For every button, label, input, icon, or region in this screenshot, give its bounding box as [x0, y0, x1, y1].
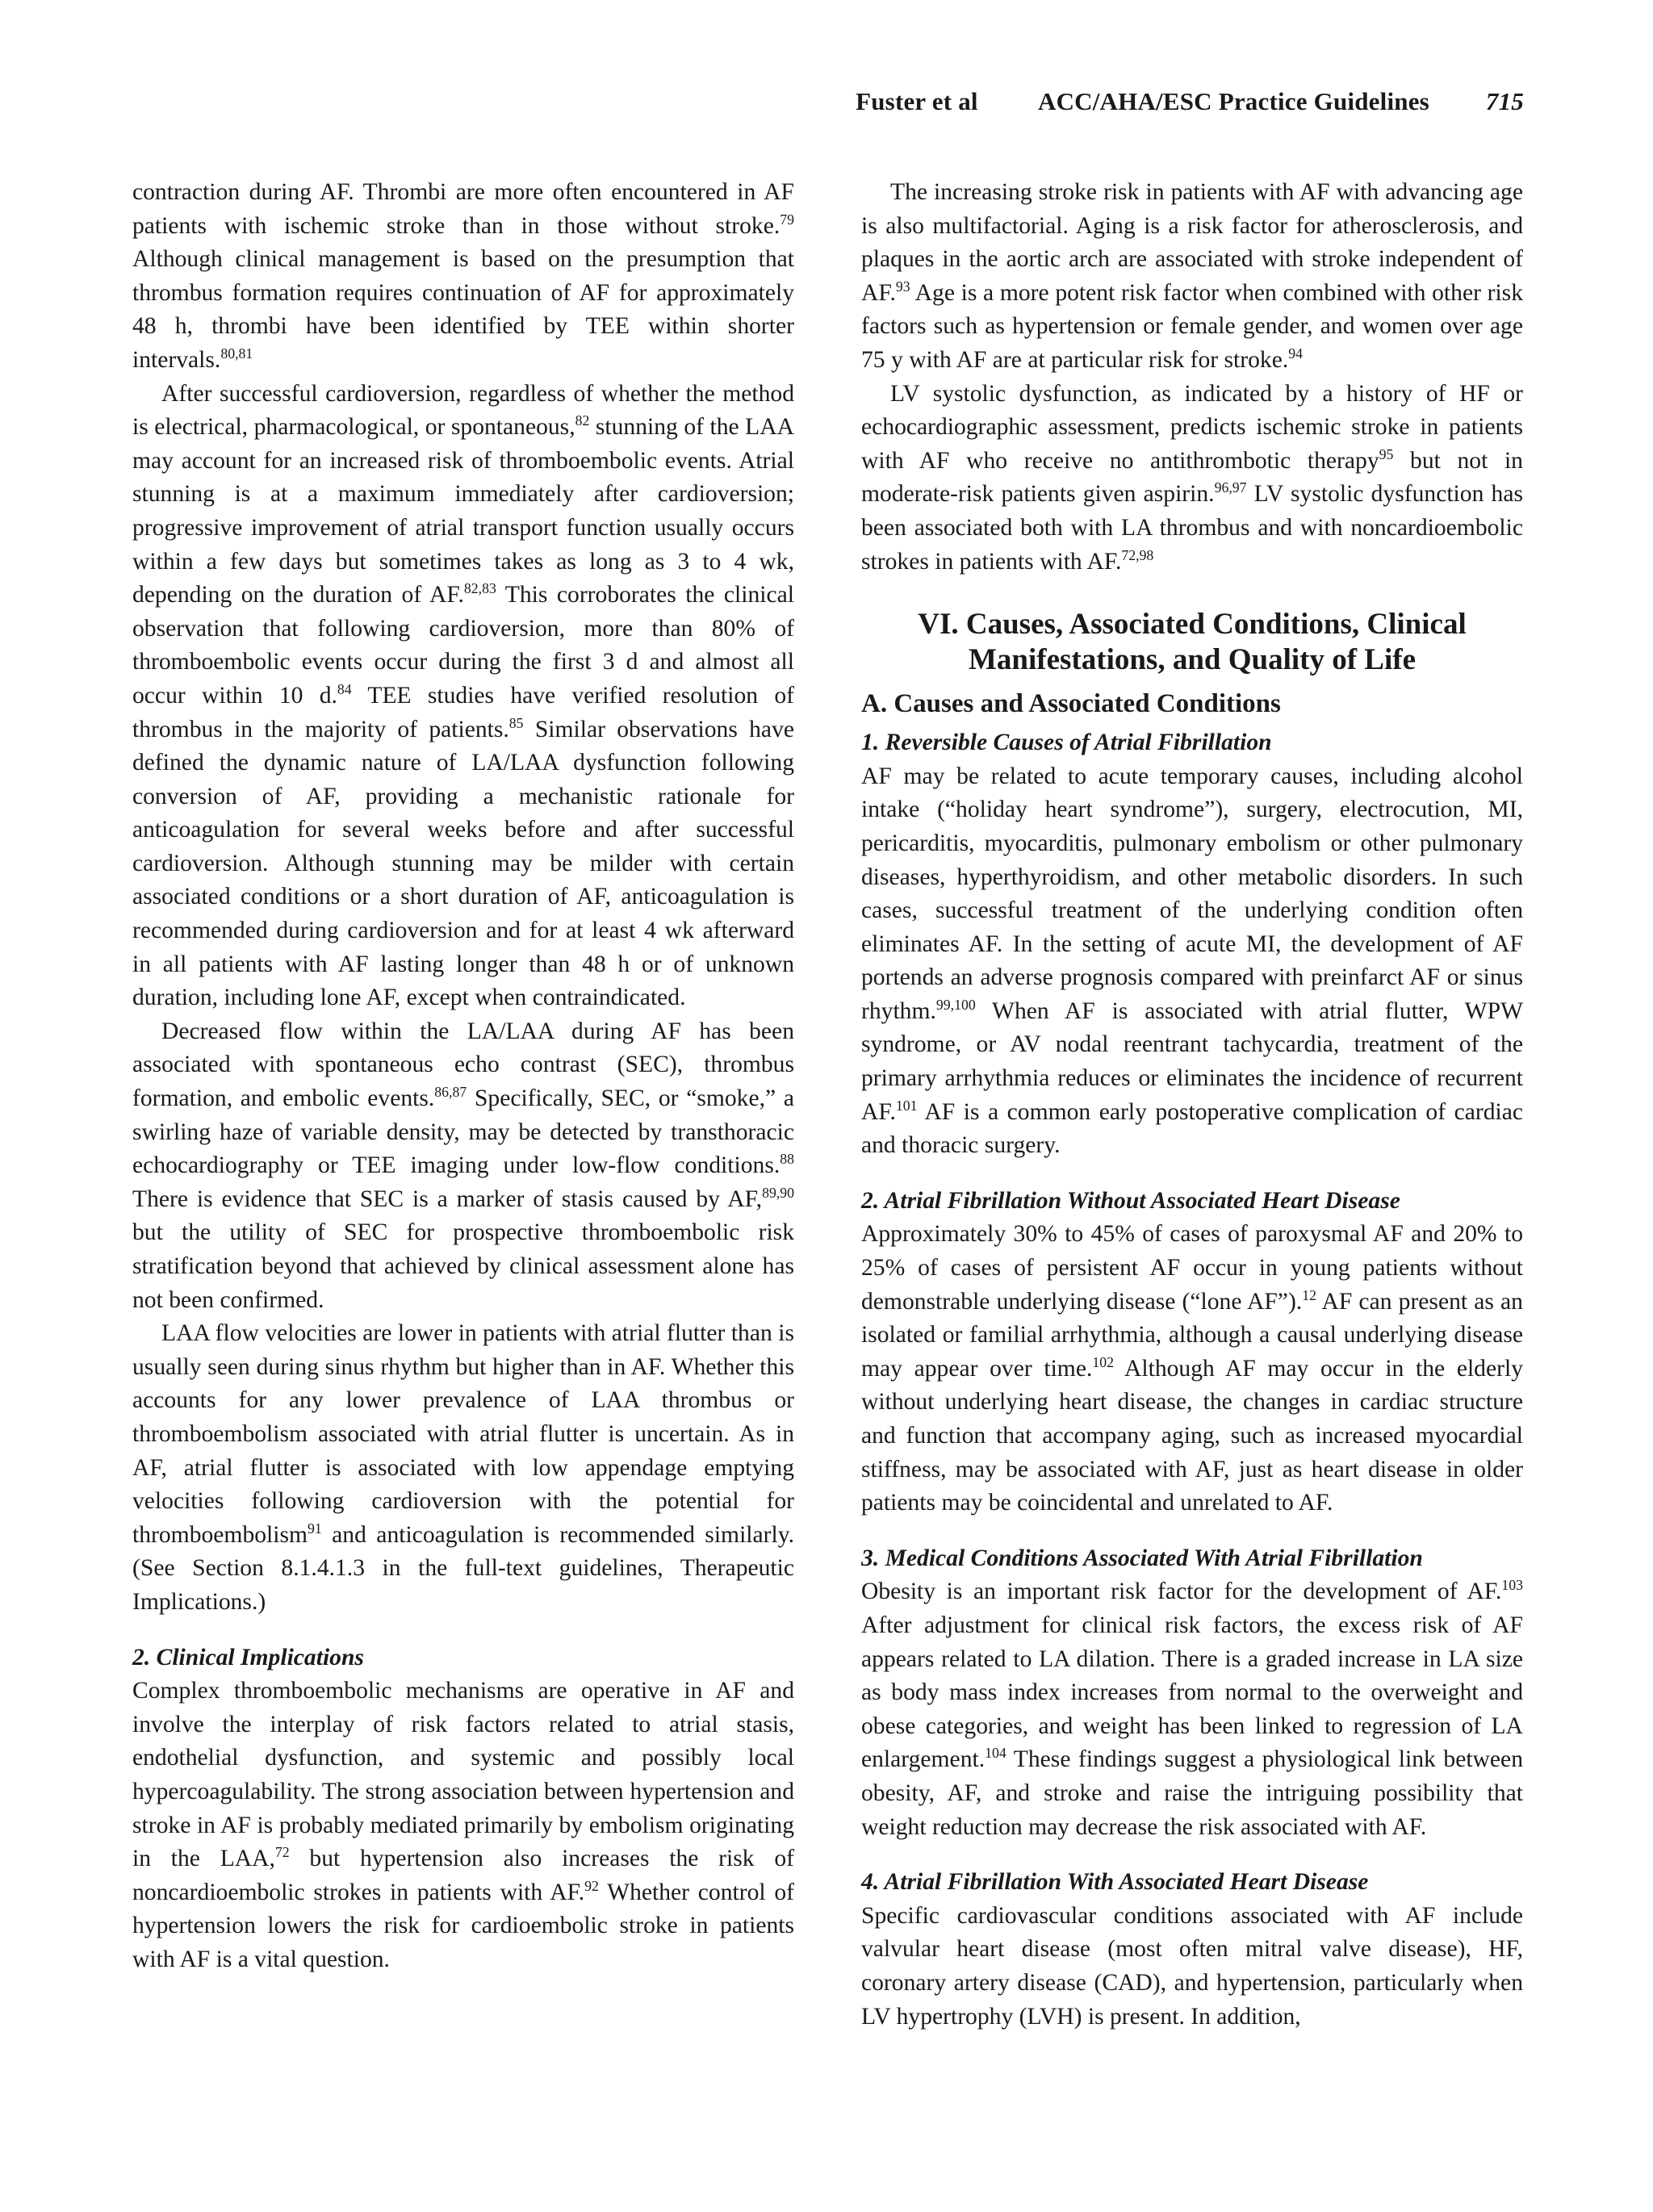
citation: 96,97: [1214, 479, 1247, 496]
citation: 72: [274, 1844, 290, 1861]
citation: 102: [1092, 1353, 1114, 1370]
right-column: [861, 176, 1523, 2034]
citation: 99,100: [935, 997, 976, 1014]
page-number: 715: [1485, 87, 1524, 115]
citation: 101: [895, 1097, 918, 1114]
paragraph: The increasing stroke risk in patients with AF with advancing age is also multifactorial. Aging is a risk factor for atherosclerosis, and plaques in the aortic arch are associated with stroke independent of AF.$^{93}$ Age is a more potent risk factor when combined with other risk factors such as hypertension or female gender, and women over age 75 y with AF are at particular risk for stroke.$^{94}$: [861, 179, 1523, 373]
citation: 85: [508, 714, 524, 731]
citation: 82,83: [463, 580, 496, 597]
header-authors: Fuster et al: [856, 87, 978, 115]
citation: 86,87: [434, 1084, 467, 1101]
subheading-lone-af: 2. Atrial Fibrillation Without Associated Heart Disease: [861, 1187, 1400, 1214]
subsection-title: A. Causes and Associated Conditions: [861, 689, 1281, 719]
paragraph: Obesity is an important risk factor for the development of AF.$^{103}$ After adjustment for clinical risk factors, the excess risk of AF appears related to LA dilation. There is a graded increase in LA size as body mass index increases from normal to the overweight and obese categories, and weight has been linked to regression of LA enlargement.$^{104}$ These findings suggest a physiological link between obesity, AF, and stroke and raise the intriguing possibility that weight reduction may decrease the risk associated with AF.: [861, 1577, 1523, 1840]
subheading-medical-conditions: 3. Medical Conditions Associated With Atrial Fibrillation: [861, 1545, 1423, 1571]
subheading-clinical-implications: 2. Clinical Implications: [132, 1644, 364, 1670]
citation: 72,98: [1121, 546, 1154, 563]
citation: 104: [985, 1745, 1006, 1762]
paragraph: After successful cardioversion, regardless of whether the method is electrical, pharmacological, or spontaneous,$^{82}$ stunning of the LAA may account for an increased risk of thromboembolic events. Atrial stunning is at a maximum immediately after cardioversion; progressive improvement of atrial transport function usually occurs within a few days but sometimes takes as long as 3 to 4 wk, depending on the duration of AF.$^{82,83}$ This corroborates the clinical observation that following cardioversion, more than 80% of thromboembolic events occur during the first 3 d and almost all occur within 10 d.$^{84}$ TEE studies have verified resolution of thrombus in the majority of patients.$^{85}$ Similar observations have defined the dynamic nature of LA/LAA dysfunction following conversion of AF, providing a mechanistic rationale for anticoagulation for several weeks before and after successful cardioversion. Although stunning may be milder with certain associated conditions or a short duration of AF, anticoagulation is recommended during cardioversion and for at least 4 wk afterward in all patients with AF lasting longer than 48 h or of unknown duration, including lone AF, except when contraindicated.: [132, 380, 794, 1011]
header-journal: ACC/AHA/ESC Practice Guidelines: [1037, 87, 1429, 115]
citation: 91: [308, 1520, 322, 1537]
citation: 84: [337, 681, 352, 698]
citation: 92: [584, 1877, 599, 1894]
citation: 12: [1302, 1286, 1316, 1303]
citation: 82: [575, 412, 590, 429]
paragraph: Approximately 30% to 45% of cases of paroxysmal AF and 20% to 25% of cases of persistent AF occur in young patients without demonstrable underlying disease (“lone AF”).$^{12}$ AF can present as an isolated or familial arrhythmia, although a causal underlying disease may appear over time.$^{102}$ Although AF may occur in the elderly without underlying heart disease, the changes in cardiac structure and function that accompany aging, such as increased myocardial stiffness, may be associated with AF, just as heart disease in older patients may be coincidental and unrelated to AF.: [861, 1221, 1523, 1516]
citation: 94: [1288, 345, 1304, 362]
citation: 103: [1501, 1577, 1523, 1594]
paragraph: LV systolic dysfunction, as indicated by a history of HF or echocardiographic assessment, predicts ischemic stroke in patients with AF who receive no antithrombotic therapy$^{95}$ but not in moderate-risk patients given aspirin.$^{96,97}$ LV systolic dysfunction has been associated both with LA thrombus and with noncardioembolic strokes in patients with AF.$^{72,98}$: [861, 380, 1523, 575]
citation: 89,90: [762, 1184, 794, 1201]
paragraph: contraction during AF. Thrombi are more often encountered in AF patients with ischemic stroke than in those without stroke.$^{79}$ Although clinical management is based on the presumption that thrombus formation requires continuation of AF for approximately 48 h, thrombi have been identified by TEE within shorter intervals.$^{80,81}$: [132, 179, 794, 373]
paragraph: Specific cardiovascular conditions associated with AF include valvular heart disease (most often mitral valve disease), HF, coronary artery disease (CAD), and hypertension, particularly when LV hypertrophy (LVH) is present. In addition,: [861, 1902, 1523, 2030]
left-column: [132, 176, 794, 1976]
subheading-heart-disease: 4. Atrial Fibrillation With Associated Heart Disease: [861, 1869, 1369, 1896]
paragraph: LAA flow velocities are lower in patients with atrial flutter than is usually seen during sinus rhythm but higher than in AF. Whether this accounts for any lower prevalence of LAA thrombus or thromboembolism associated with atrial flutter is uncertain. As in AF, atrial flutter is associated with low appendage emptying velocities following cardioversion with the potential for thromboembolism$^{91}$ and anticoagulation is recommended similarly. (See Section 8.1.4.1.3 in the full-text guidelines, Therapeutic Implications.): [132, 1320, 794, 1615]
section-title: VI. Causes, Associated Conditions, Clinical Manifestations, and Quality of Life: [918, 608, 1467, 677]
running-header: [856, 87, 1524, 116]
paragraph: AF may be related to acute temporary causes, including alcohol intake (“holiday heart syndrome”), surgery, electrocution, MI, pericarditis, myocarditis, pulmonary embolism or other pulmonary diseases, hyperthyroidism, and other metabolic disorders. In such cases, successful treatment of the underlying condition often eliminates AF. In the setting of acute MI, the development of AF portends an adverse prognosis compared with preinfarct AF or sinus rhythm.$^{99,100}$ When AF is associated with atrial flutter, WPW syndrome, or AV nodal reentrant tachycardia, treatment of the primary arrhythmia reduces or eliminates the incidence of recurrent AF.$^{101}$ AF is a common early postoperative complication of cardiac and thoracic surgery.: [861, 763, 1523, 1159]
citation: 88: [780, 1151, 794, 1168]
paragraph: Decreased flow within the LA/LAA during AF has been associated with spontaneous echo contrast (SEC), thrombus formation, and embolic events.$^{86,87}$ Specifically, SEC, or “smoke,” a swirling haze of variable density, may be detected by transthoracic echocardiography or TEE imaging under low-flow conditions.$^{88}$ There is evidence that SEC is a marker of stasis caused by AF,$^{89,90}$ but the utility of SEC for prospective thromboembolic risk stratification beyond that achieved by clinical assessment alone has not been confirmed.: [132, 1018, 794, 1313]
citation: 95: [1379, 445, 1394, 462]
citation: 93: [895, 278, 910, 295]
citation: 79: [780, 211, 794, 228]
subheading-reversible-causes: 1. Reversible Causes of Atrial Fibrillation: [861, 730, 1272, 756]
citation: 80,81: [220, 345, 253, 362]
paragraph: Complex thromboembolic mechanisms are operative in AF and involve the interplay of risk factors related to atrial stasis, endothelial dysfunction, and systemic and possibly local hypercoagulability. The strong association between hypertension and stroke in AF is probably mediated primarily by embolism originating in the LAA,$^{72}$ but hypertension also increases the risk of noncardioembolic strokes in patients with AF.$^{92}$ Whether control of hypertension lowers the risk for cardioembolic stroke in patients with AF is a vital question.: [132, 1678, 794, 1972]
